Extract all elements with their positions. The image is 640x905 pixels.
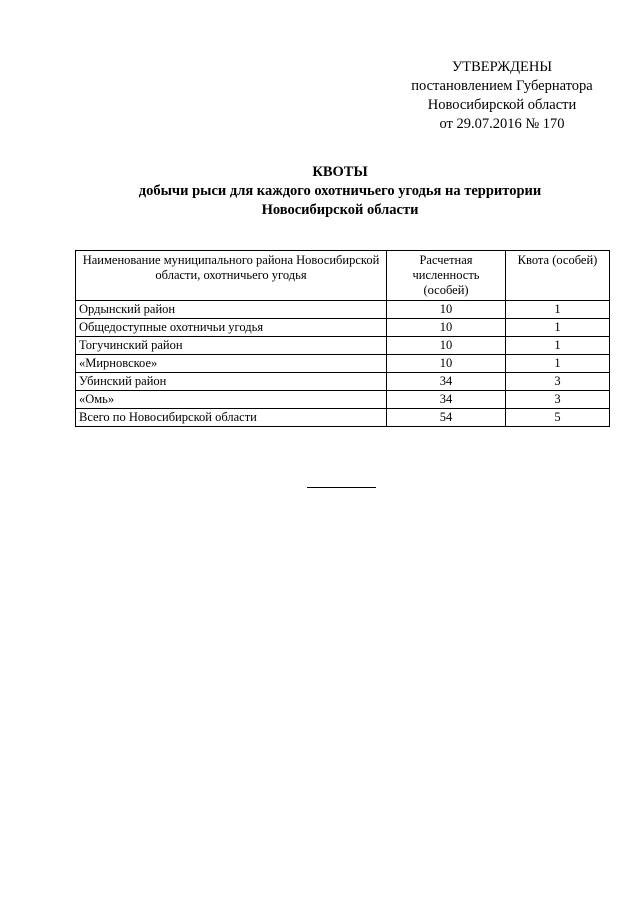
quota-table (75, 250, 610, 427)
row-population: 10 (387, 355, 506, 373)
approval-date-number: от 29.07.2016 № 170 (439, 116, 565, 132)
table-total-row (76, 409, 610, 427)
approval-status: УТВЕРЖДЕНЫ (451, 59, 553, 75)
row-quota: 1 (506, 319, 610, 337)
row-name: Тогучинский район (76, 337, 387, 355)
document-subtitle-line2: Новосибирской области (261, 202, 419, 218)
row-name: «Мирновское» (76, 355, 387, 373)
row-quota: 3 (506, 373, 610, 391)
row-population: 10 (387, 337, 506, 355)
document-heading: КВОТЫ (312, 164, 368, 180)
table-row (76, 373, 610, 391)
row-name: «Омь» (76, 391, 387, 409)
row-population: 10 (387, 319, 506, 337)
table-row (76, 355, 610, 373)
row-population: 34 (387, 373, 506, 391)
approval-region: Новосибирской области (427, 97, 577, 113)
row-population: 54 (387, 409, 506, 427)
row-quota: 5 (506, 409, 610, 427)
document-title-block (60, 163, 620, 220)
row-population: 34 (387, 391, 506, 409)
approval-decree: постановлением Губернатора (411, 78, 593, 94)
table-row (76, 301, 610, 319)
header-population: Расчетная численность (особей) (387, 251, 506, 301)
row-name: Общедоступные охотничьи угодья (76, 319, 387, 337)
table-header-row (76, 251, 610, 301)
row-name: Ордынский район (76, 301, 387, 319)
table-row (76, 337, 610, 355)
document-subtitle-line1: добычи рыси для каждого охотничьего угодья на территории (138, 183, 542, 199)
approval-block (392, 58, 612, 134)
row-population: 10 (387, 301, 506, 319)
header-quota: Квота (особей) (506, 251, 610, 301)
end-divider-line (307, 487, 376, 488)
row-quota: 1 (506, 355, 610, 373)
row-quota: 1 (506, 301, 610, 319)
table-row (76, 319, 610, 337)
row-quota: 1 (506, 337, 610, 355)
row-quota: 3 (506, 391, 610, 409)
table-row (76, 391, 610, 409)
row-name: Всего по Новосибирской области (76, 409, 387, 427)
row-name: Убинский район (76, 373, 387, 391)
header-district: Наименование муниципального района Новосибирской области, охотничьего угодья (76, 251, 387, 301)
